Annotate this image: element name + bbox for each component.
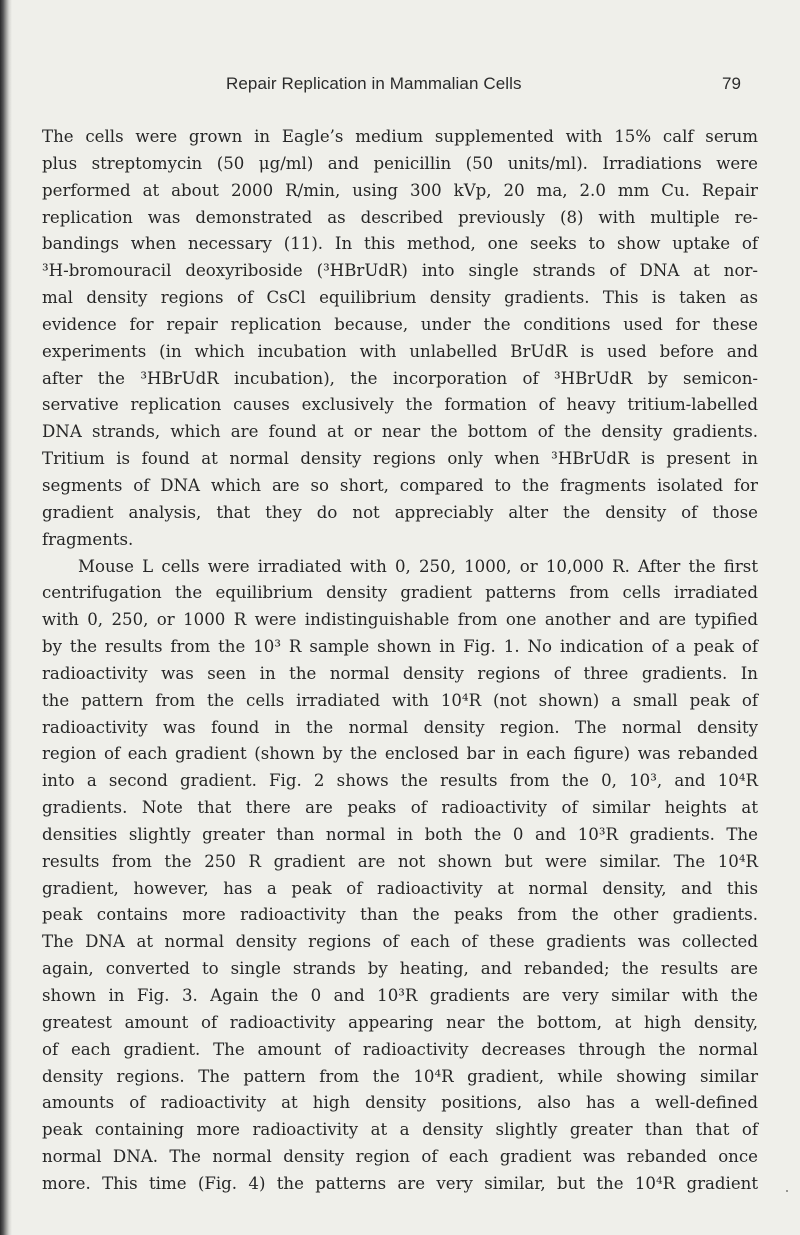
text-line: peak containing more radioactivity at a density slightly greater than that of — [42, 1120, 758, 1140]
text-line: after the ³HBrUdR incubation), the incorporation of ³HBrUdR by semicon- — [42, 368, 758, 388]
text-line: evidence for repair replication because, under the conditions used for these — [42, 314, 758, 334]
text-line: densities slightly greater than normal in both the 0 and 10³R gradients. The — [42, 824, 758, 844]
text-line: Mouse L cells were irradiated with 0, 250, 1000, or 10,000 R. After the first — [78, 556, 758, 576]
text-line: of each gradient. The amount of radioactivity decreases through the normal — [42, 1039, 758, 1059]
text-line: DNA strands, which are found at or near the bottom of the density gradients. — [42, 422, 758, 442]
text-line: segments of DNA which are so short, compared to the fragments isolated for — [42, 475, 758, 495]
page-spine-shadow — [0, 0, 12, 1235]
text-line: gradients. Note that there are peaks of radioactivity of similar heights at — [42, 798, 758, 818]
text-line: peak contains more radioactivity than the peaks from the other gradients. — [42, 905, 758, 925]
text-line: with 0, 250, or 1000 R were indistinguishable from one another and are typified — [42, 610, 758, 630]
text-line: region of each gradient (shown by the enclosed bar in each figure) was rebanded — [42, 744, 758, 764]
text-line: density regions. The pattern from the 10⁴R gradient, while showing similar — [42, 1066, 758, 1086]
text-line: fragments. — [42, 529, 134, 549]
text-line: ³H-bromouracil deoxyriboside (³HBrUdR) into single strands of DNA at nor- — [42, 261, 758, 281]
text-line: again, converted to single strands by heating, and rebanded; the results are — [42, 959, 758, 979]
text-line: servative replication causes exclusively the formation of heavy tritium-labelled — [42, 395, 758, 415]
text-line: normal DNA. The normal density region of each gradient was rebanded once — [42, 1147, 758, 1167]
text-line: greatest amount of radioactivity appearing near the bottom, at high density, — [42, 1012, 758, 1032]
text-line: gradient, however, has a peak of radioactivity at normal density, and this — [42, 878, 758, 898]
text-line: The cells were grown in Eagle’s medium supplemented with 15% calf serum — [42, 127, 758, 146]
paper-speck — [786, 1190, 788, 1192]
text-line: centrifugation the equilibrium density gradient patterns from cells irradiated — [42, 583, 758, 603]
text-line: results from the 250 R gradient are not shown but were similar. The 10⁴R — [42, 851, 758, 871]
text-line: by the results from the 10³ R sample shown in Fig. 1. No indication of a peak of — [42, 637, 758, 657]
text-line: the pattern from the cells irradiated with 10⁴R (not shown) a small peak of — [42, 690, 758, 710]
text-line: radioactivity was found in the normal density region. The normal density — [42, 717, 758, 737]
text-line: gradient analysis, that they do not appreciably alter the density of those — [42, 502, 758, 522]
page-number: 79 — [722, 74, 741, 93]
text-line: performed at about 2000 R/min, using 300 kVp, 20 ma, 2.0 mm Cu. Repair — [42, 180, 758, 200]
text-line: plus streptomycin (50 μg/ml) and penicillin (50 units/ml). Irradiations were — [42, 153, 758, 173]
text-line: more. This time (Fig. 4) the patterns are very similar, but the 10⁴R gradient — [42, 1173, 758, 1193]
text-line: The DNA at normal density regions of each of these gradients was collected — [42, 932, 758, 952]
text-line: amounts of radioactivity at high density positions, also has a well-defined — [42, 1093, 758, 1113]
text-line: mal density regions of CsCl equilibrium density gradients. This is taken as — [42, 288, 758, 308]
text-line: into a second gradient. Fig. 2 shows the results from the 0, 10³, and 10⁴R — [42, 771, 758, 791]
text-line: replication was demonstrated as described previously (8) with multiple re- — [42, 207, 758, 227]
running-head-title: Repair Replication in Mammalian Cells — [226, 74, 522, 93]
text-line: radioactivity was seen in the normal density regions of three gradients. In — [42, 663, 758, 683]
text-line: experiments (in which incubation with unlabelled BrUdR is used before and — [42, 341, 758, 361]
text-line: bandings when necessary (11). In this method, one seeks to show uptake of — [42, 234, 758, 254]
text-line: shown in Fig. 3. Again the 0 and 10³R gradients are very similar with the — [42, 986, 758, 1005]
text-line: Tritium is found at normal density regions only when ³HBrUdR is present in — [42, 449, 758, 469]
body-text — [42, 124, 758, 1198]
